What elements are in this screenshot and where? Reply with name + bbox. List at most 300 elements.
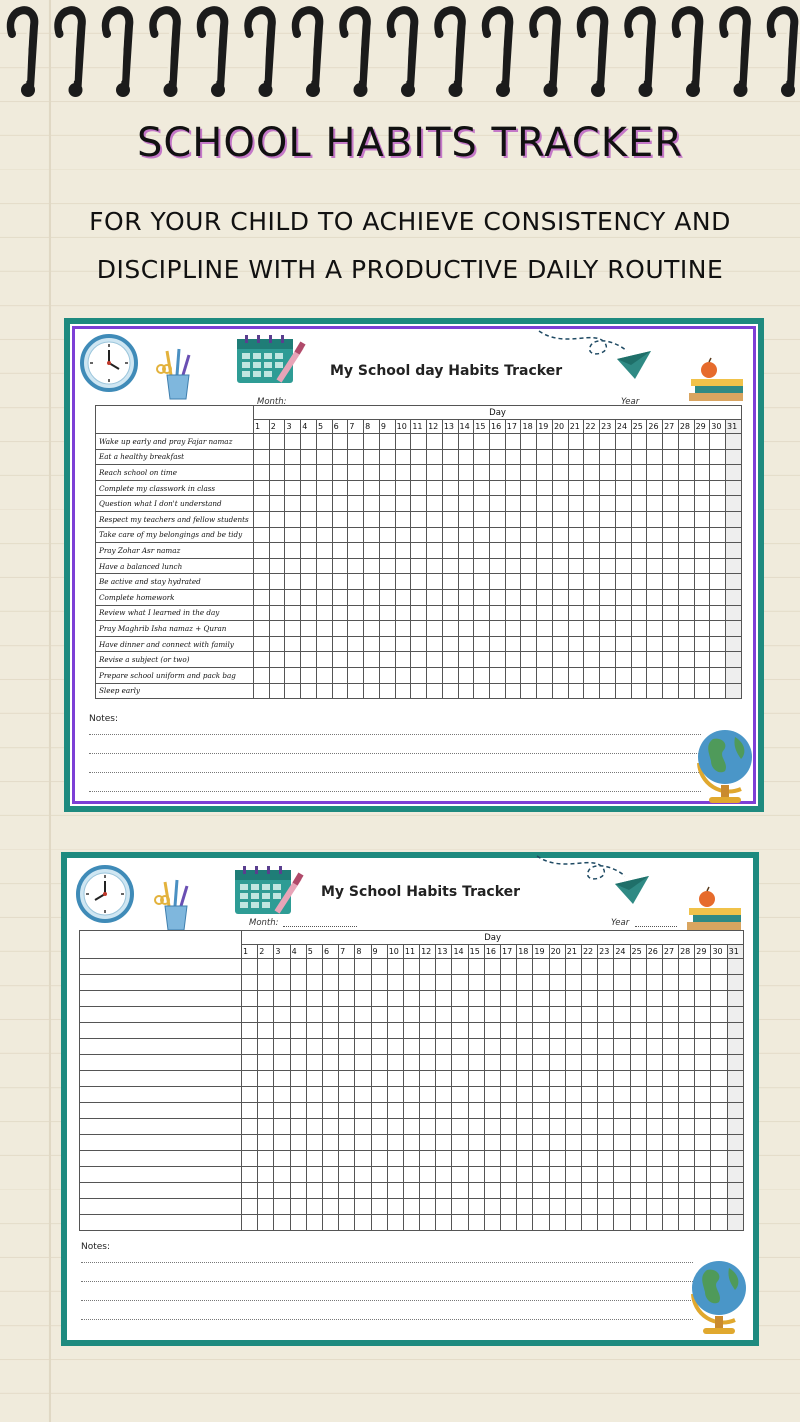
tracker-check-cell[interactable] bbox=[727, 1119, 744, 1135]
tracker-check-cell[interactable] bbox=[517, 1183, 533, 1199]
tracker-check-cell[interactable] bbox=[269, 683, 285, 699]
habit-blank-cell[interactable] bbox=[80, 1151, 242, 1167]
tracker-check-cell[interactable] bbox=[258, 1039, 274, 1055]
tracker-check-cell[interactable] bbox=[371, 1135, 387, 1151]
tracker-check-cell[interactable] bbox=[552, 449, 568, 465]
tracker-check-cell[interactable] bbox=[568, 434, 584, 450]
tracker-check-cell[interactable] bbox=[258, 975, 274, 991]
tracker-check-cell[interactable] bbox=[258, 1023, 274, 1039]
tracker-check-cell[interactable] bbox=[598, 1087, 614, 1103]
tracker-check-cell[interactable] bbox=[322, 1007, 338, 1023]
tracker-check-cell[interactable] bbox=[364, 511, 380, 527]
tracker-check-cell[interactable] bbox=[727, 1183, 744, 1199]
tracker-check-cell[interactable] bbox=[501, 1039, 517, 1055]
tracker-check-cell[interactable] bbox=[679, 1135, 695, 1151]
tracker-check-cell[interactable] bbox=[695, 1103, 711, 1119]
tracker-check-cell[interactable] bbox=[411, 621, 427, 637]
tracker-check-cell[interactable] bbox=[694, 449, 710, 465]
tracker-check-cell[interactable] bbox=[505, 496, 521, 512]
tracker-check-cell[interactable] bbox=[565, 1135, 581, 1151]
tracker-check-cell[interactable] bbox=[581, 975, 597, 991]
tracker-check-cell[interactable] bbox=[411, 511, 427, 527]
tracker-check-cell[interactable] bbox=[647, 543, 663, 559]
tracker-check-cell[interactable] bbox=[427, 511, 443, 527]
tracker-check-cell[interactable] bbox=[679, 1199, 695, 1215]
tracker-check-cell[interactable] bbox=[615, 605, 631, 621]
tracker-check-cell[interactable] bbox=[254, 589, 270, 605]
tracker-check-cell[interactable] bbox=[316, 527, 332, 543]
tracker-check-cell[interactable] bbox=[254, 543, 270, 559]
tracker-check-cell[interactable] bbox=[584, 434, 600, 450]
tracker-check-cell[interactable] bbox=[316, 574, 332, 590]
tracker-check-cell[interactable] bbox=[371, 1215, 387, 1231]
tracker-check-cell[interactable] bbox=[427, 605, 443, 621]
tracker-check-cell[interactable] bbox=[254, 621, 270, 637]
tracker-check-cell[interactable] bbox=[631, 558, 647, 574]
tracker-check-cell[interactable] bbox=[710, 574, 726, 590]
tracker-check-cell[interactable] bbox=[600, 652, 616, 668]
tracker-check-cell[interactable] bbox=[403, 1151, 419, 1167]
tracker-check-cell[interactable] bbox=[290, 1071, 306, 1087]
tracker-check-cell[interactable] bbox=[695, 991, 711, 1007]
tracker-check-cell[interactable] bbox=[505, 574, 521, 590]
tracker-check-cell[interactable] bbox=[537, 496, 553, 512]
tracker-check-cell[interactable] bbox=[662, 1007, 678, 1023]
tracker-check-cell[interactable] bbox=[663, 434, 679, 450]
tracker-check-cell[interactable] bbox=[306, 1135, 322, 1151]
tracker-check-cell[interactable] bbox=[600, 434, 616, 450]
tracker-check-cell[interactable] bbox=[584, 636, 600, 652]
tracker-check-cell[interactable] bbox=[710, 652, 726, 668]
tracker-check-cell[interactable] bbox=[711, 975, 727, 991]
tracker-check-cell[interactable] bbox=[442, 496, 458, 512]
tracker-check-cell[interactable] bbox=[403, 1183, 419, 1199]
tracker-check-cell[interactable] bbox=[537, 465, 553, 481]
tracker-check-cell[interactable] bbox=[468, 1087, 484, 1103]
tracker-check-cell[interactable] bbox=[403, 1087, 419, 1103]
tracker-check-cell[interactable] bbox=[301, 574, 317, 590]
tracker-check-cell[interactable] bbox=[322, 1183, 338, 1199]
tracker-check-cell[interactable] bbox=[316, 480, 332, 496]
tracker-check-cell[interactable] bbox=[285, 496, 301, 512]
tracker-check-cell[interactable] bbox=[371, 1167, 387, 1183]
tracker-check-cell[interactable] bbox=[568, 683, 584, 699]
tracker-check-cell[interactable] bbox=[615, 636, 631, 652]
tracker-check-cell[interactable] bbox=[537, 636, 553, 652]
tracker-check-cell[interactable] bbox=[710, 605, 726, 621]
tracker-check-cell[interactable] bbox=[420, 1119, 436, 1135]
tracker-check-cell[interactable] bbox=[662, 1135, 678, 1151]
tracker-check-cell[interactable] bbox=[355, 1119, 371, 1135]
tracker-check-cell[interactable] bbox=[403, 959, 419, 975]
tracker-check-cell[interactable] bbox=[678, 652, 694, 668]
tracker-check-cell[interactable] bbox=[274, 1023, 290, 1039]
tracker-check-cell[interactable] bbox=[552, 589, 568, 605]
tracker-check-cell[interactable] bbox=[301, 683, 317, 699]
tracker-check-cell[interactable] bbox=[694, 543, 710, 559]
tracker-check-cell[interactable] bbox=[726, 511, 742, 527]
tracker-check-cell[interactable] bbox=[442, 543, 458, 559]
tracker-check-cell[interactable] bbox=[474, 652, 490, 668]
tracker-check-cell[interactable] bbox=[403, 1023, 419, 1039]
tracker-check-cell[interactable] bbox=[694, 558, 710, 574]
tracker-check-cell[interactable] bbox=[505, 589, 521, 605]
tracker-check-cell[interactable] bbox=[662, 1167, 678, 1183]
tracker-check-cell[interactable] bbox=[490, 589, 506, 605]
tracker-check-cell[interactable] bbox=[387, 1023, 403, 1039]
tracker-check-cell[interactable] bbox=[727, 1103, 744, 1119]
tracker-check-cell[interactable] bbox=[630, 1135, 646, 1151]
tracker-check-cell[interactable] bbox=[411, 527, 427, 543]
tracker-check-cell[interactable] bbox=[517, 959, 533, 975]
tracker-check-cell[interactable] bbox=[427, 574, 443, 590]
tracker-check-cell[interactable] bbox=[254, 605, 270, 621]
tracker-check-cell[interactable] bbox=[274, 1071, 290, 1087]
tracker-check-cell[interactable] bbox=[436, 1215, 452, 1231]
tracker-check-cell[interactable] bbox=[290, 1135, 306, 1151]
tracker-check-cell[interactable] bbox=[646, 1135, 662, 1151]
tracker-check-cell[interactable] bbox=[581, 1183, 597, 1199]
tracker-check-cell[interactable] bbox=[537, 589, 553, 605]
tracker-check-cell[interactable] bbox=[468, 1071, 484, 1087]
tracker-check-cell[interactable] bbox=[316, 605, 332, 621]
tracker-check-cell[interactable] bbox=[242, 1199, 258, 1215]
tracker-check-cell[interactable] bbox=[436, 1135, 452, 1151]
tracker-check-cell[interactable] bbox=[533, 1087, 549, 1103]
tracker-check-cell[interactable] bbox=[452, 1119, 468, 1135]
tracker-check-cell[interactable] bbox=[711, 1199, 727, 1215]
tracker-check-cell[interactable] bbox=[316, 683, 332, 699]
tracker-check-cell[interactable] bbox=[598, 1119, 614, 1135]
tracker-check-cell[interactable] bbox=[581, 1055, 597, 1071]
tracker-check-cell[interactable] bbox=[274, 1183, 290, 1199]
tracker-check-cell[interactable] bbox=[584, 574, 600, 590]
tracker-check-cell[interactable] bbox=[436, 1071, 452, 1087]
tracker-check-cell[interactable] bbox=[316, 496, 332, 512]
tracker-check-cell[interactable] bbox=[614, 1055, 630, 1071]
tracker-check-cell[interactable] bbox=[598, 1007, 614, 1023]
tracker-check-cell[interactable] bbox=[694, 574, 710, 590]
tracker-check-cell[interactable] bbox=[501, 1087, 517, 1103]
tracker-check-cell[interactable] bbox=[663, 511, 679, 527]
tracker-check-cell[interactable] bbox=[710, 434, 726, 450]
tracker-check-cell[interactable] bbox=[258, 1007, 274, 1023]
tracker-check-cell[interactable] bbox=[355, 1199, 371, 1215]
tracker-check-cell[interactable] bbox=[710, 636, 726, 652]
tracker-check-cell[interactable] bbox=[254, 496, 270, 512]
tracker-check-cell[interactable] bbox=[371, 1071, 387, 1087]
tracker-check-cell[interactable] bbox=[355, 1071, 371, 1087]
tracker-check-cell[interactable] bbox=[565, 1023, 581, 1039]
tracker-check-cell[interactable] bbox=[501, 1055, 517, 1071]
tracker-check-cell[interactable] bbox=[348, 652, 364, 668]
tracker-check-cell[interactable] bbox=[565, 1119, 581, 1135]
tracker-check-cell[interactable] bbox=[662, 1039, 678, 1055]
tracker-check-cell[interactable] bbox=[662, 1103, 678, 1119]
tracker-check-cell[interactable] bbox=[395, 605, 411, 621]
tracker-check-cell[interactable] bbox=[630, 1055, 646, 1071]
tracker-check-cell[interactable] bbox=[332, 574, 348, 590]
tracker-check-cell[interactable] bbox=[468, 1183, 484, 1199]
tracker-check-cell[interactable] bbox=[615, 511, 631, 527]
tracker-check-cell[interactable] bbox=[663, 527, 679, 543]
tracker-check-cell[interactable] bbox=[678, 449, 694, 465]
tracker-check-cell[interactable] bbox=[371, 1151, 387, 1167]
tracker-check-cell[interactable] bbox=[581, 959, 597, 975]
tracker-check-cell[interactable] bbox=[615, 574, 631, 590]
tracker-check-cell[interactable] bbox=[285, 449, 301, 465]
tracker-check-cell[interactable] bbox=[395, 667, 411, 683]
tracker-check-cell[interactable] bbox=[355, 975, 371, 991]
tracker-check-cell[interactable] bbox=[663, 574, 679, 590]
tracker-check-cell[interactable] bbox=[379, 480, 395, 496]
tracker-check-cell[interactable] bbox=[695, 1087, 711, 1103]
tracker-check-cell[interactable] bbox=[695, 1215, 711, 1231]
notes-line[interactable] bbox=[89, 734, 701, 735]
tracker-check-cell[interactable] bbox=[598, 1103, 614, 1119]
tracker-check-cell[interactable] bbox=[568, 667, 584, 683]
tracker-check-cell[interactable] bbox=[533, 1055, 549, 1071]
tracker-check-cell[interactable] bbox=[647, 667, 663, 683]
tracker-check-cell[interactable] bbox=[339, 1055, 355, 1071]
tracker-check-cell[interactable] bbox=[290, 1103, 306, 1119]
tracker-check-cell[interactable] bbox=[614, 1215, 630, 1231]
tracker-check-cell[interactable] bbox=[549, 1007, 565, 1023]
tracker-check-cell[interactable] bbox=[403, 975, 419, 991]
tracker-check-cell[interactable] bbox=[533, 1215, 549, 1231]
tracker-check-cell[interactable] bbox=[501, 1151, 517, 1167]
tracker-check-cell[interactable] bbox=[242, 1183, 258, 1199]
tracker-check-cell[interactable] bbox=[695, 1055, 711, 1071]
tracker-check-cell[interactable] bbox=[517, 1119, 533, 1135]
tracker-check-cell[interactable] bbox=[411, 558, 427, 574]
tracker-check-cell[interactable] bbox=[584, 543, 600, 559]
tracker-check-cell[interactable] bbox=[468, 1023, 484, 1039]
tracker-check-cell[interactable] bbox=[332, 496, 348, 512]
tracker-check-cell[interactable] bbox=[442, 652, 458, 668]
tracker-check-cell[interactable] bbox=[695, 1039, 711, 1055]
tracker-check-cell[interactable] bbox=[379, 636, 395, 652]
tracker-check-cell[interactable] bbox=[647, 636, 663, 652]
tracker-check-cell[interactable] bbox=[242, 1119, 258, 1135]
tracker-check-cell[interactable] bbox=[458, 574, 474, 590]
tracker-check-cell[interactable] bbox=[517, 1039, 533, 1055]
tracker-check-cell[interactable] bbox=[468, 1119, 484, 1135]
tracker-check-cell[interactable] bbox=[533, 1039, 549, 1055]
tracker-check-cell[interactable] bbox=[630, 1071, 646, 1087]
tracker-check-cell[interactable] bbox=[411, 636, 427, 652]
tracker-check-cell[interactable] bbox=[501, 1199, 517, 1215]
tracker-check-cell[interactable] bbox=[537, 574, 553, 590]
tracker-check-cell[interactable] bbox=[726, 574, 742, 590]
tracker-check-cell[interactable] bbox=[521, 480, 537, 496]
tracker-check-cell[interactable] bbox=[552, 434, 568, 450]
tracker-check-cell[interactable] bbox=[568, 621, 584, 637]
tracker-check-cell[interactable] bbox=[442, 605, 458, 621]
tracker-check-cell[interactable] bbox=[600, 589, 616, 605]
tracker-check-cell[interactable] bbox=[533, 991, 549, 1007]
tracker-check-cell[interactable] bbox=[436, 1183, 452, 1199]
tracker-check-cell[interactable] bbox=[711, 1135, 727, 1151]
tracker-check-cell[interactable] bbox=[301, 605, 317, 621]
tracker-check-cell[interactable] bbox=[290, 975, 306, 991]
tracker-check-cell[interactable] bbox=[348, 434, 364, 450]
tracker-check-cell[interactable] bbox=[501, 1071, 517, 1087]
tracker-check-cell[interactable] bbox=[458, 543, 474, 559]
tracker-check-cell[interactable] bbox=[598, 1151, 614, 1167]
tracker-check-cell[interactable] bbox=[355, 1167, 371, 1183]
tracker-check-cell[interactable] bbox=[695, 1007, 711, 1023]
tracker-check-cell[interactable] bbox=[631, 496, 647, 512]
tracker-check-cell[interactable] bbox=[537, 543, 553, 559]
tracker-check-cell[interactable] bbox=[348, 636, 364, 652]
notes-line[interactable] bbox=[89, 772, 701, 773]
tracker-check-cell[interactable] bbox=[631, 527, 647, 543]
tracker-check-cell[interactable] bbox=[285, 558, 301, 574]
tracker-check-cell[interactable] bbox=[647, 496, 663, 512]
tracker-check-cell[interactable] bbox=[339, 1023, 355, 1039]
tracker-check-cell[interactable] bbox=[631, 465, 647, 481]
habit-blank-cell[interactable] bbox=[80, 1215, 242, 1231]
tracker-check-cell[interactable] bbox=[630, 1151, 646, 1167]
tracker-check-cell[interactable] bbox=[420, 1199, 436, 1215]
tracker-check-cell[interactable] bbox=[552, 543, 568, 559]
tracker-check-cell[interactable] bbox=[584, 605, 600, 621]
tracker-check-cell[interactable] bbox=[630, 1183, 646, 1199]
tracker-check-cell[interactable] bbox=[521, 558, 537, 574]
tracker-check-cell[interactable] bbox=[663, 449, 679, 465]
tracker-check-cell[interactable] bbox=[505, 605, 521, 621]
tracker-check-cell[interactable] bbox=[630, 991, 646, 1007]
tracker-check-cell[interactable] bbox=[694, 511, 710, 527]
tracker-check-cell[interactable] bbox=[614, 1039, 630, 1055]
tracker-check-cell[interactable] bbox=[727, 959, 744, 975]
tracker-check-cell[interactable] bbox=[355, 1215, 371, 1231]
tracker-check-cell[interactable] bbox=[517, 1199, 533, 1215]
tracker-check-cell[interactable] bbox=[711, 1023, 727, 1039]
tracker-check-cell[interactable] bbox=[598, 1023, 614, 1039]
notes-line[interactable] bbox=[81, 1262, 693, 1263]
tracker-check-cell[interactable] bbox=[452, 1135, 468, 1151]
tracker-check-cell[interactable] bbox=[711, 1151, 727, 1167]
tracker-check-cell[interactable] bbox=[452, 1071, 468, 1087]
tracker-check-cell[interactable] bbox=[568, 652, 584, 668]
tracker-check-cell[interactable] bbox=[490, 511, 506, 527]
tracker-check-cell[interactable] bbox=[679, 1103, 695, 1119]
tracker-check-cell[interactable] bbox=[364, 636, 380, 652]
tracker-check-cell[interactable] bbox=[452, 991, 468, 1007]
tracker-check-cell[interactable] bbox=[458, 434, 474, 450]
tracker-check-cell[interactable] bbox=[598, 1071, 614, 1087]
tracker-check-cell[interactable] bbox=[631, 683, 647, 699]
tracker-check-cell[interactable] bbox=[565, 1103, 581, 1119]
tracker-check-cell[interactable] bbox=[258, 1151, 274, 1167]
tracker-check-cell[interactable] bbox=[436, 991, 452, 1007]
tracker-check-cell[interactable] bbox=[348, 605, 364, 621]
tracker-check-cell[interactable] bbox=[395, 621, 411, 637]
tracker-check-cell[interactable] bbox=[371, 959, 387, 975]
tracker-check-cell[interactable] bbox=[269, 667, 285, 683]
tracker-check-cell[interactable] bbox=[322, 1119, 338, 1135]
tracker-check-cell[interactable] bbox=[711, 1215, 727, 1231]
tracker-check-cell[interactable] bbox=[306, 1071, 322, 1087]
tracker-check-cell[interactable] bbox=[647, 527, 663, 543]
tracker-check-cell[interactable] bbox=[501, 1023, 517, 1039]
tracker-check-cell[interactable] bbox=[484, 1119, 500, 1135]
tracker-check-cell[interactable] bbox=[274, 991, 290, 1007]
tracker-check-cell[interactable] bbox=[521, 683, 537, 699]
tracker-check-cell[interactable] bbox=[565, 1183, 581, 1199]
tracker-check-cell[interactable] bbox=[517, 1087, 533, 1103]
tracker-check-cell[interactable] bbox=[322, 1151, 338, 1167]
tracker-check-cell[interactable] bbox=[647, 434, 663, 450]
tracker-check-cell[interactable] bbox=[615, 589, 631, 605]
tracker-check-cell[interactable] bbox=[306, 1167, 322, 1183]
tracker-check-cell[interactable] bbox=[452, 1087, 468, 1103]
tracker-check-cell[interactable] bbox=[726, 434, 742, 450]
tracker-check-cell[interactable] bbox=[598, 1183, 614, 1199]
tracker-check-cell[interactable] bbox=[584, 621, 600, 637]
tracker-check-cell[interactable] bbox=[630, 1103, 646, 1119]
tracker-check-cell[interactable] bbox=[322, 1199, 338, 1215]
tracker-check-cell[interactable] bbox=[420, 1087, 436, 1103]
tracker-check-cell[interactable] bbox=[458, 465, 474, 481]
tracker-check-cell[interactable] bbox=[458, 511, 474, 527]
tracker-check-cell[interactable] bbox=[663, 605, 679, 621]
tracker-check-cell[interactable] bbox=[581, 1135, 597, 1151]
tracker-check-cell[interactable] bbox=[442, 636, 458, 652]
tracker-check-cell[interactable] bbox=[332, 434, 348, 450]
tracker-check-cell[interactable] bbox=[631, 605, 647, 621]
tracker-check-cell[interactable] bbox=[474, 543, 490, 559]
tracker-check-cell[interactable] bbox=[458, 589, 474, 605]
tracker-check-cell[interactable] bbox=[694, 480, 710, 496]
tracker-check-cell[interactable] bbox=[679, 1087, 695, 1103]
tracker-check-cell[interactable] bbox=[694, 683, 710, 699]
tracker-check-cell[interactable] bbox=[242, 1071, 258, 1087]
tracker-check-cell[interactable] bbox=[285, 652, 301, 668]
tracker-check-cell[interactable] bbox=[711, 1119, 727, 1135]
tracker-check-cell[interactable] bbox=[355, 991, 371, 1007]
tracker-check-cell[interactable] bbox=[614, 1135, 630, 1151]
tracker-check-cell[interactable] bbox=[387, 975, 403, 991]
tracker-check-cell[interactable] bbox=[306, 1103, 322, 1119]
tracker-check-cell[interactable] bbox=[348, 667, 364, 683]
tracker-check-cell[interactable] bbox=[411, 449, 427, 465]
tracker-check-cell[interactable] bbox=[395, 652, 411, 668]
tracker-check-cell[interactable] bbox=[517, 1023, 533, 1039]
tracker-check-cell[interactable] bbox=[364, 652, 380, 668]
tracker-check-cell[interactable] bbox=[269, 511, 285, 527]
notes-line[interactable] bbox=[81, 1281, 693, 1282]
tracker-check-cell[interactable] bbox=[517, 975, 533, 991]
tracker-check-cell[interactable] bbox=[537, 527, 553, 543]
tracker-check-cell[interactable] bbox=[274, 1135, 290, 1151]
tracker-check-cell[interactable] bbox=[505, 480, 521, 496]
tracker-check-cell[interactable] bbox=[254, 636, 270, 652]
tracker-check-cell[interactable] bbox=[615, 527, 631, 543]
tracker-check-cell[interactable] bbox=[598, 991, 614, 1007]
tracker-check-cell[interactable] bbox=[663, 543, 679, 559]
tracker-check-cell[interactable] bbox=[242, 1023, 258, 1039]
tracker-check-cell[interactable] bbox=[387, 1215, 403, 1231]
tracker-check-cell[interactable] bbox=[420, 959, 436, 975]
tracker-check-cell[interactable] bbox=[285, 543, 301, 559]
tracker-check-cell[interactable] bbox=[614, 1007, 630, 1023]
tracker-check-cell[interactable] bbox=[726, 636, 742, 652]
tracker-check-cell[interactable] bbox=[332, 652, 348, 668]
tracker-check-cell[interactable] bbox=[646, 1023, 662, 1039]
